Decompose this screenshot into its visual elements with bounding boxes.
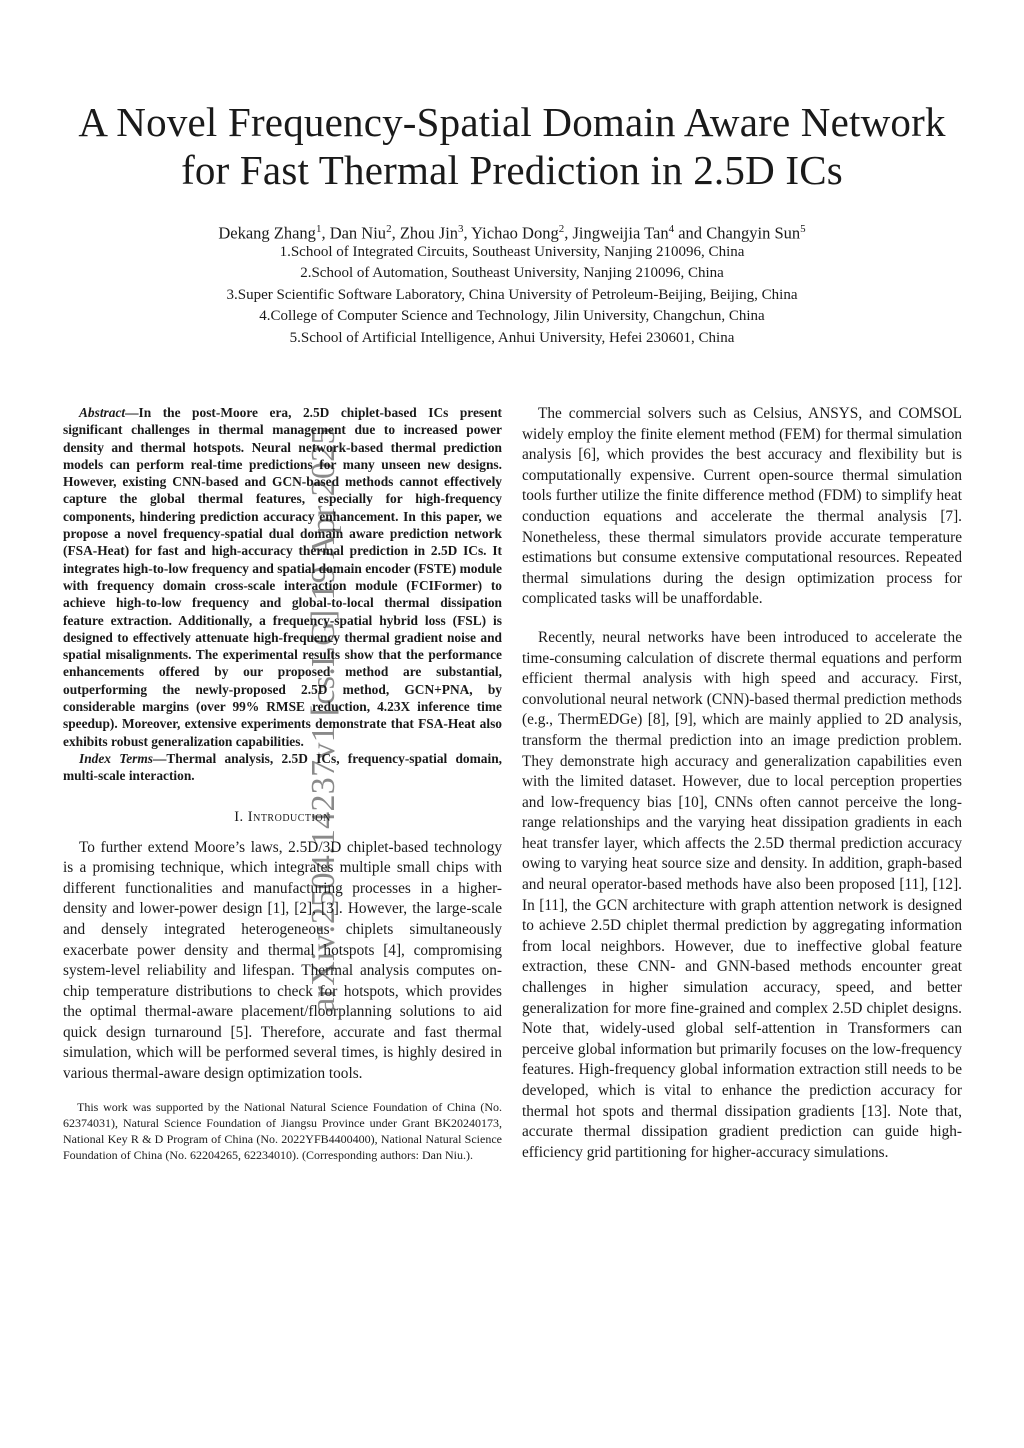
right-column: [522, 404, 962, 1163]
affiliation: 1.School of Integrated Circuits, Southeast University, Nanjing 210096, China: [279, 244, 745, 260]
author-name: Jingweijia Tan: [572, 223, 669, 243]
author-affil-number: 1: [315, 223, 322, 235]
author-name: Dekang Zhang: [218, 223, 316, 243]
author-affil-number: 3: [458, 223, 464, 235]
affiliation: 2.School of Automation, Southeast University, Nanjing 210096, China: [300, 265, 724, 282]
section-heading-introduction: I. Introduction: [234, 808, 331, 825]
affiliation-list: [40, 242, 984, 349]
author-name: Yichao Dong: [471, 223, 559, 243]
author-separator: ,: [391, 223, 400, 243]
body-paragraph: The commercial solvers such as Celsius, ANSYS, and COMSOL widely employ the finite element method (FEM) for thermal simulation analysis [6], which provides the best accuracy and flexibility but is computationally expensive. Current open-source thermal simulation tools further utilize the finite difference method (FDM) to simplify heat conduction equations and accelerate the thermal analysis [7]. Nonetheless, these thermal simulators provide accurate temperature estimations but consume extensive computational resources. Repeated thermal simulations during the design optimization process for complicated tasks will be unaffordable.: [522, 405, 962, 608]
index-terms: [63, 750, 502, 785]
author-affil-number: 2: [386, 223, 392, 235]
author-separator: ,: [463, 223, 472, 243]
abstract-label: Abstract: [79, 405, 126, 420]
author-separator: ,: [321, 223, 330, 243]
arxiv-identifier[interactable]: arXiv:2504.14237v1 [cs.LG] 19 Apr 2025: [305, 427, 342, 1013]
paper-title: [40, 98, 984, 194]
affiliation: 4.College of Computer Science and Technology, Jilin University, Changchun, China: [259, 308, 765, 325]
funding-footnote: This work was supported by the National Natural Science Foundation of China (No. 62374031), Natural Science Foundation of Jiangsu Province under Grant BK20240173, National Key R & D Program of China (No. 2022YFB4400400), National Natural Science Foundation of China (No. 62204265, 62234010). (Corresponding authors: Dan Niu.).: [63, 1099, 502, 1162]
title-line-1: A Novel Frequency-Spatial Domain Aware Network: [78, 99, 946, 145]
author-name: Zhou Jin: [399, 223, 459, 243]
affiliation: 5.School of Artificial Intelligence, Anhui University, Hefei 230601, China: [289, 329, 735, 346]
index-terms-text: —Thermal analysis, 2.5D ICs, frequency-spatial domain, multi-scale interaction.: [63, 750, 502, 784]
body-paragraph: Recently, neural networks have been introduced to accelerate the time-consuming calculation of discrete thermal equations and perform efficient thermal analysis with high speed and accuracy. First, convolutional neural network (CNN)-based thermal prediction methods (e.g., ThermEDGe) [8], [9], which are mainly applied to 2D analysis, transform the thermal prediction into an image prediction problem. They demonstrate high accuracy and generalization capabilities even with the limited dataset. However, due to local perception properties and low-frequency bias [10], CNNs often cannot perceive the long-range relationships and the varying heat dissipation gradients in each heat transfer layer, which affects the 2.5D thermal prediction accuracy owing to varying heat source size and density. In addition, graph-based and neural operator-based methods have also been proposed [11], [12]. In [11], the GCN architecture with graph attention network is designed to achieve 2.5D chiplet thermal prediction by aggregating information from local neighbors. However, due to ineffective global feature extraction, these CNN- and GNN-based methods encounter great challenges in higher simulation accuracy, speed, and better generalization for more fine-grained and complex 2.5D chiplet designs. Note that, widely-used global self-attention in Transformers can perceive global information but primarily focuses on the low-frequency features. High-frequency global information extraction still needs to be developed, which is vital to enhance the prediction accuracy for thermal hot spots and thermal dissipation gradients [13]. Note that, accurate thermal dissipation gradient prediction can guide high-efficiency grid partitioning for higher-accuracy simulations.: [522, 628, 962, 1161]
author-list: [40, 218, 984, 245]
intro-paragraph: To further extend Moore’s laws, 2.5D/3D chiplet-based technology is a promising technique, which integrates multiple small chips with different functionalities and manufacturing processes in a higher-density and lower-power design [1], [2], [3]. However, the large-scale and densely integrated heterogeneous chiplets simultaneously exacerbate power density and thermal hotspots [4], compromising system-level reliability and lifespan. Thermal analysis computes on-chip temperature distributions to check for hotspots, which provides the optimal thermal-aware placement/floorplanning solutions to aid quick design turnaround [5]. Therefore, accurate and fast thermal simulation, which will be performed several times, is highly desired in various thermal-aware design optimization tools.: [63, 838, 502, 1083]
title-line-2: for Fast Thermal Prediction in 2.5D ICs: [181, 147, 843, 193]
author-affil-number: 4: [668, 223, 675, 235]
author-name: Dan Niu: [329, 223, 387, 243]
index-terms-label: Index Terms: [79, 750, 153, 766]
left-column: [63, 404, 502, 1163]
abstract-text: —In the post-Moore era, 2.5D chiplet-based ICs present significant challenges in thermal management due to increased power density and thermal hotspots. Neural network-based thermal prediction models can perform real-time predictions for many unseen new designs. However, existing CNN-based and GCN-based methods cannot effectively capture the global thermal features, especially for high-frequency components, hindering prediction accuracy enhancement. In this paper, we propose a novel frequency-spatial dual domain aware prediction network (FSA-Heat) for fast and high-accuracy thermal prediction in 2.5D ICs. It integrates high-to-low frequency and spatial domain encoder (FSTE) module with frequency domain cross-scale interaction module (FCIFormer) to achieve high-to-low frequency and global-to-local thermal dissipation feature extraction. Additionally, a frequency-spatial hybrid loss (FSL) is designed to effectively attenuate high-frequency thermal gradient noise and spatial misalignments. The experimental results show that the performance enhancements offered by our proposed method are substantial, outperforming the newly-proposed 2.5D method, GCN+PNA, by considerable margins (over 99% RMSE reduction, 4.23X inference time speedup). Moreover, extensive experiments demonstrate that FSA-Heat also exhibits robust generalization capabilities.: [63, 405, 502, 749]
author-affil-number: 2: [558, 223, 565, 235]
author-and: and: [674, 223, 707, 243]
author-separator: ,: [564, 223, 573, 243]
abstract: [63, 404, 502, 750]
affiliation: 3.Super Scientific Software Laboratory, China University of Petroleum-Beijing, Beijing, China: [226, 286, 798, 303]
author-name: Changyin Sun: [706, 223, 801, 243]
author-affil-number: 5: [800, 223, 806, 235]
